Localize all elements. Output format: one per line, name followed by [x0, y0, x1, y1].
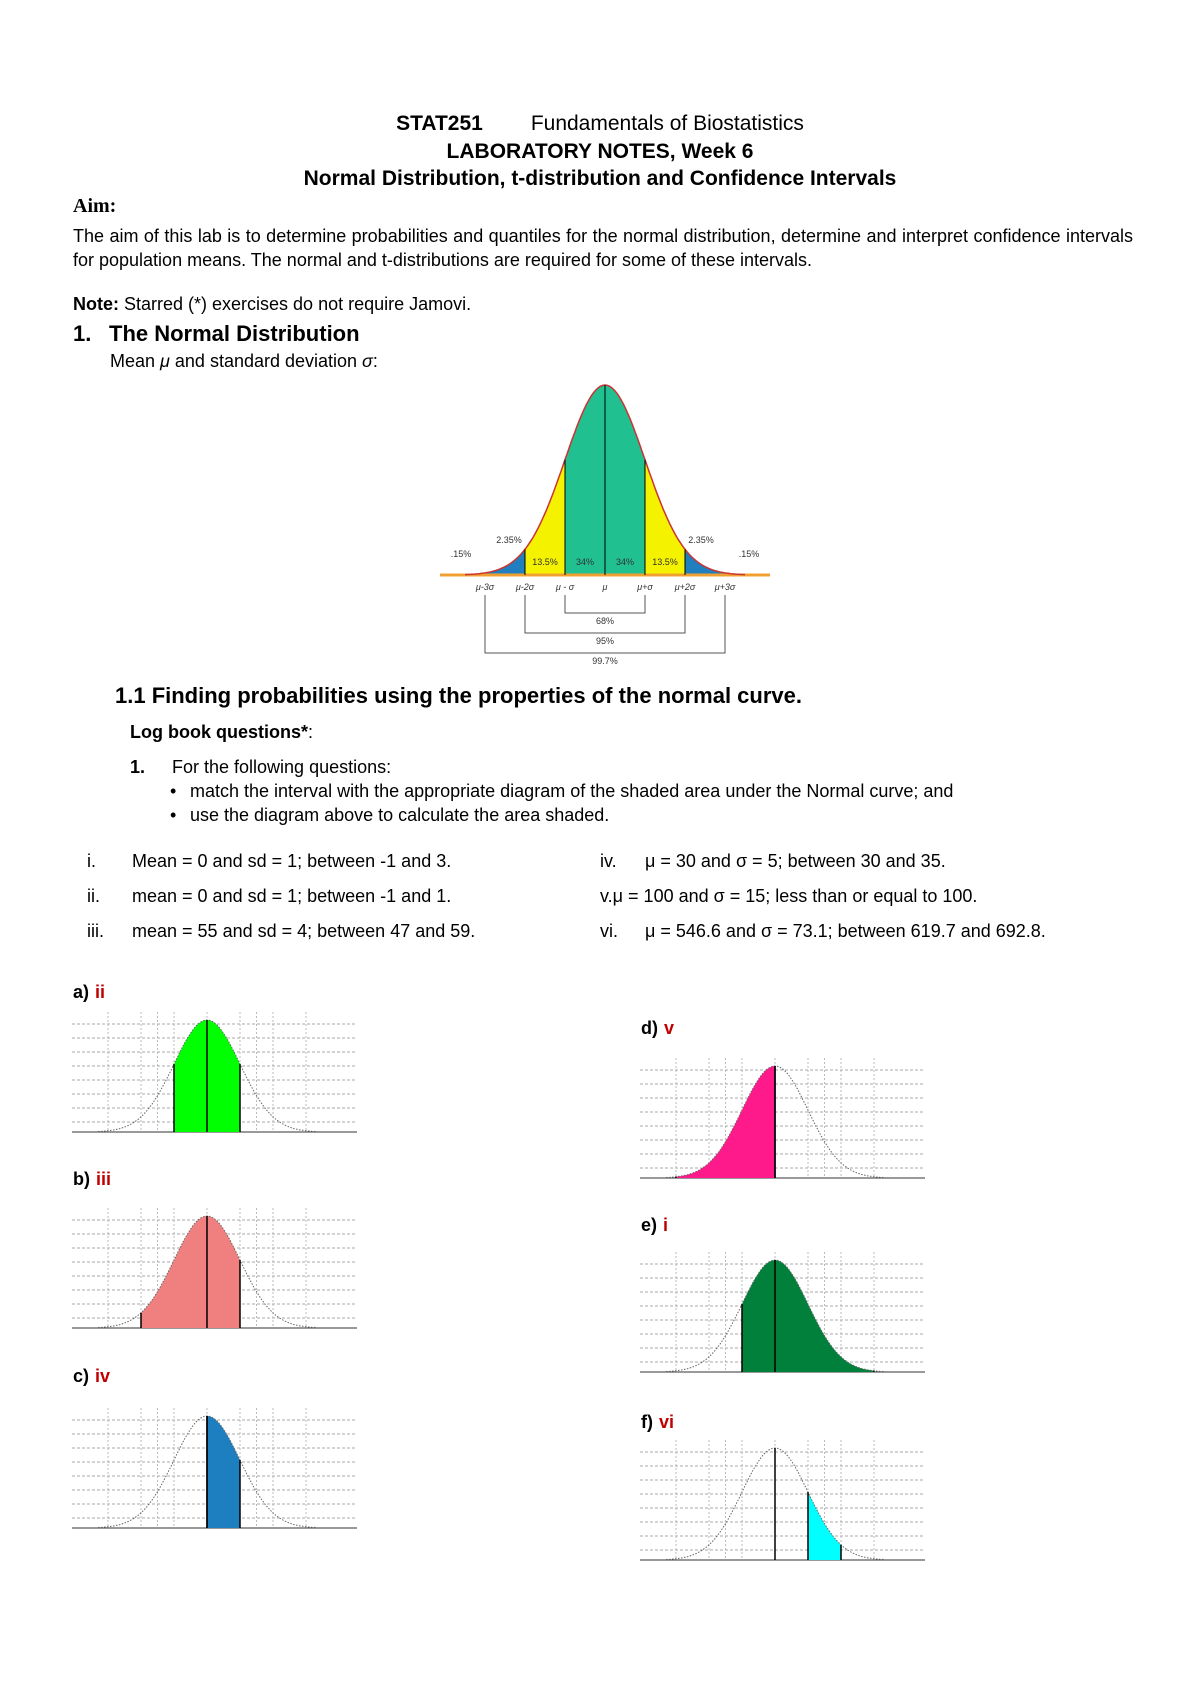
interval-vi: vi. μ = 546.6 and σ = 73.1; between 619.7 and 692.8.: [600, 921, 1046, 941]
course-code: STAT251: [396, 112, 483, 135]
bullet-item: • use the diagram above to calculate the area shaded.: [190, 805, 609, 826]
diagram-d-plot: [640, 1058, 925, 1193]
shaded-area: [141, 1216, 240, 1328]
lab-title: LABORATORY NOTES, Week 6: [446, 140, 754, 163]
diagram-f-plot: [640, 1440, 925, 1575]
diagram-label-b: b) iii: [73, 1169, 112, 1189]
axis-label: μ+3σ: [714, 582, 736, 592]
aim-heading: Aim:: [73, 195, 117, 217]
diagram-label-d: d) v: [641, 1018, 675, 1038]
area-label: 34%: [575, 557, 595, 567]
normal-distribution-figure: [440, 375, 770, 675]
diagram-label-a: a) ii: [73, 982, 106, 1002]
question-1-number: 1.: [130, 757, 146, 777]
bracket: [565, 595, 645, 613]
bullet-item: • match the interval with the appropriate diagram of the shaded area under the Normal curve; and: [190, 781, 953, 802]
note-text: Starred (*) exercises do not require Jamovi.: [119, 294, 472, 314]
diagram-a-plot: [72, 1012, 357, 1147]
question-1-text: For the following questions:: [172, 757, 392, 777]
bracket-label: 99.7%: [592, 656, 618, 666]
bracket-label: 95%: [595, 636, 615, 646]
section-1-title: The Normal Distribution: [109, 321, 360, 346]
sigma-symbol: σ: [362, 351, 373, 371]
interval-iii: iii. mean = 55 and sd = 4; between 47 and 59.: [87, 921, 476, 941]
section-1-number: 1.: [73, 321, 92, 346]
mu-symbol: μ: [160, 351, 170, 371]
topic-title: Normal Distribution, t-distribution and Confidence Intervals: [303, 167, 897, 190]
section-1-heading: [73, 321, 360, 347]
area-label: 2.35%: [496, 535, 522, 545]
note: [73, 294, 471, 315]
diagram-label-e: e) i: [641, 1215, 669, 1235]
axis-label: μ+2σ: [674, 582, 696, 592]
area-label: .15%: [738, 549, 760, 559]
bracket: [525, 595, 685, 633]
axis-label: μ: [602, 582, 608, 592]
interval-ii: ii. mean = 0 and sd = 1; between -1 and 1.: [87, 886, 452, 906]
diagram-c-plot: [72, 1408, 357, 1543]
area-label: .15%: [450, 549, 472, 559]
area-label: 2.35%: [688, 535, 714, 545]
area-label: 13.5%: [532, 557, 558, 567]
aim-text: The aim of this lab is to determine probabilities and quantiles for the normal distribution, determine and interpret confidence intervals for population means. The normal and t-distributions are required for some of these intervals.: [73, 226, 1133, 270]
tail-region: [685, 549, 741, 575]
area-label: 13.5%: [652, 557, 678, 567]
question-1: [130, 757, 391, 778]
logbook-label: Log book questions*:: [130, 722, 314, 742]
course-name: Fundamentals of Biostatistics: [530, 112, 804, 135]
axis-label: μ - σ: [555, 582, 575, 592]
axis-label: μ-2σ: [515, 582, 535, 592]
interval-iv: iv. μ = 30 and σ = 5; between 30 and 35.: [600, 851, 946, 871]
section-1-subtitle: Mean μ and standard deviation σ:: [110, 351, 378, 371]
diagram-b-plot: [72, 1208, 357, 1343]
diagram-e-plot: [640, 1252, 925, 1387]
section-1-1-heading: 1.1 Finding probabilities using the properties of the normal curve.: [115, 683, 802, 708]
bracket-label: 68%: [595, 616, 615, 626]
axis-label: μ-3σ: [475, 582, 495, 592]
axis-label: μ+σ: [637, 582, 653, 592]
course-header: [0, 112, 1200, 136]
interval-i: i. Mean = 0 and sd = 1; between -1 and 3.: [87, 851, 452, 871]
tail-region: [469, 549, 525, 575]
diagram-label-c: c) iv: [73, 1366, 111, 1386]
interval-v: v.μ = 100 and σ = 15; less than or equal to 100.: [600, 886, 978, 906]
note-label: Note:: [73, 294, 119, 314]
diagram-label-f: f) vi: [641, 1412, 675, 1432]
shaded-area: [207, 1416, 240, 1528]
area-label: 34%: [615, 557, 635, 567]
